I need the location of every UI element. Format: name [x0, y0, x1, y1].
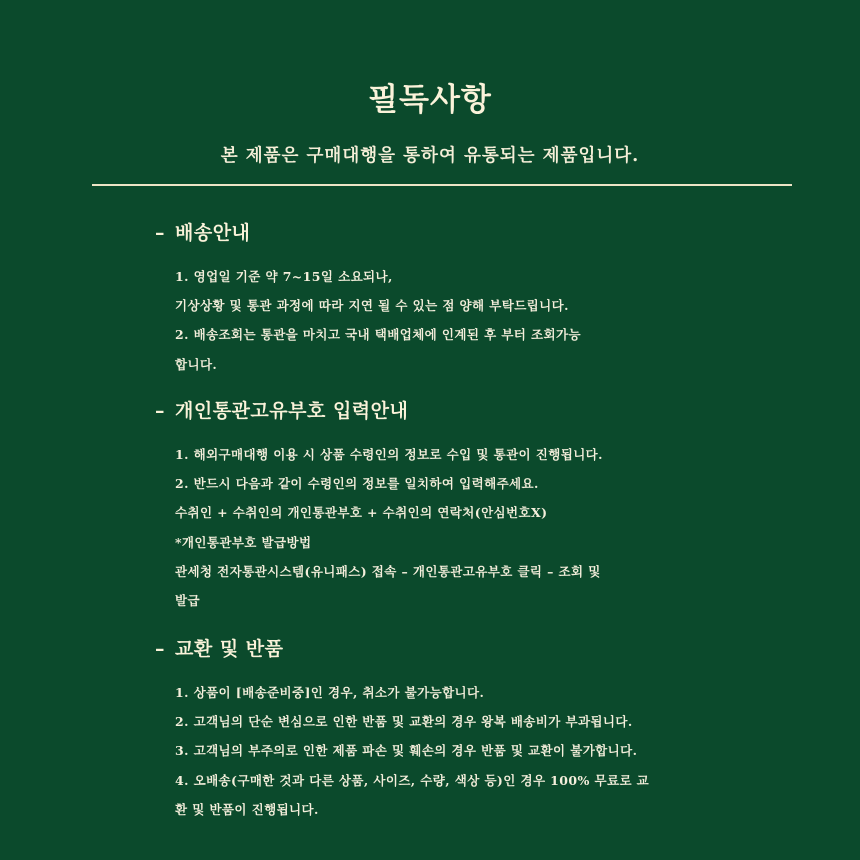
dash-icon: – [155, 400, 165, 422]
section-heading [155, 219, 715, 247]
section-exchange-returns [155, 635, 715, 824]
section-title: 교환 및 반품 [175, 638, 284, 660]
section-title: 개인통관고유부호 입력안내 [175, 400, 409, 422]
section-customs-code [155, 397, 715, 615]
body-line: 합니다. [175, 356, 218, 372]
body-line: *개인통관부호 발급방법 [175, 534, 312, 550]
body-line: 4. 오배송(구매한 것과 다른 상품, 사이즈, 수량, 색상 등)인 경우 100% 무료로 교 [175, 772, 650, 788]
body-line: 2. 고객님의 단순 변심으로 인한 반품 및 교환의 경우 왕복 배송비가 부과됩니다. [175, 714, 633, 730]
section-title: 배송안내 [175, 222, 251, 244]
body-line: 2. 반드시 다음과 같이 수령인의 정보를 일치하여 입력해주세요. [175, 476, 539, 492]
body-line: 환 및 반품이 진행됩니다. [175, 801, 319, 817]
body-line: 관세청 전자통관시스템(유니패스) 접속 – 개인통관고유부호 클릭 – 조회 및 [175, 563, 601, 579]
body-line: 수취인 + 수취인의 개인통관부호 + 수취인의 연락처(안심번호X) [175, 505, 548, 521]
section-body [155, 678, 715, 824]
section-heading [155, 635, 715, 663]
dash-icon: – [155, 222, 165, 244]
section-body [155, 262, 715, 379]
section-body [155, 440, 715, 615]
divider [92, 184, 792, 186]
body-line: 3. 고객님의 부주의로 인한 제품 파손 및 훼손의 경우 반품 및 교환이 불가합니다. [175, 743, 638, 759]
page-title: 필독사항 [368, 82, 492, 118]
section-shipping [155, 219, 715, 379]
body-line: 2. 배송조회는 통관을 마치고 국내 택배업체에 인계된 후 부터 조회가능 [175, 327, 581, 343]
body-line: 1. 해외구매대행 이용 시 상품 수령인의 정보로 수입 및 통관이 진행됩니다. [175, 447, 603, 462]
page-subtitle: 본 제품은 구매대행을 통하여 유통되는 제품입니다. [220, 146, 640, 166]
dash-icon: – [155, 638, 165, 660]
section-heading [155, 397, 715, 425]
body-line: 발급 [175, 592, 200, 608]
body-line: 1. 영업일 기준 약 7~15일 소요되나, [175, 269, 393, 284]
body-line: 기상상황 및 통관 과정에 따라 지연 될 수 있는 점 양해 부탁드립니다. [175, 298, 569, 314]
body-line: 1. 상품이 [배송준비중]인 경우, 취소가 불가능합니다. [175, 685, 485, 700]
